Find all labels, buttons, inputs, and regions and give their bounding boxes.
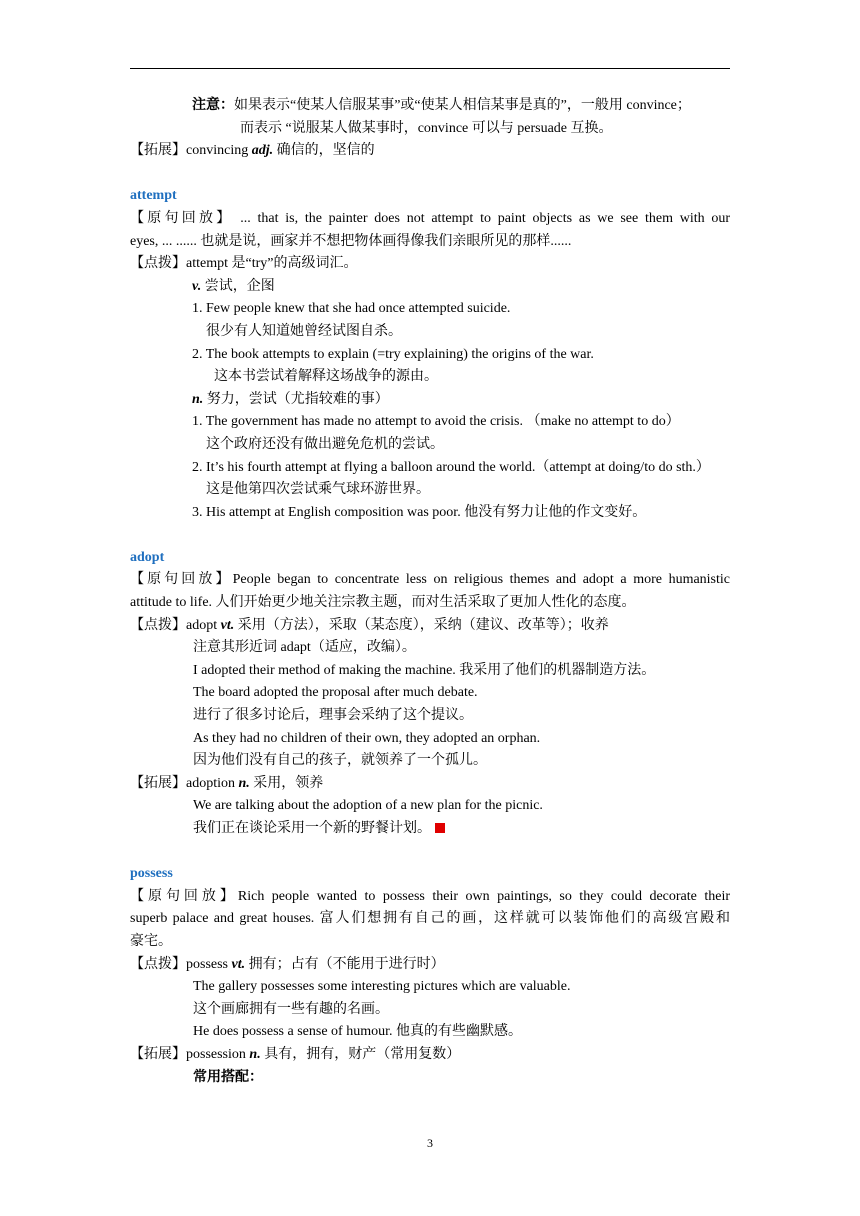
adopt-tip: 【点拨】adopt vt. 采用（方法），采取（某态度），采纳（建议、改革等）；收养 <box>130 617 609 633</box>
note-label: 注意： <box>192 98 234 113</box>
adopt-example-3-zh: 因为他们没有自己的孩子，就领养了一个孤儿。 <box>193 753 487 769</box>
adopt-extension: 【拓展】adoption n. 采用，领养 <box>130 775 324 791</box>
attempt-noun-example-2-zh: 这是他第四次尝试乘气球环游世界。 <box>206 482 430 498</box>
note-line-2: 而表示 “说服某人做某事时，convince 可以与 persuade 互换。 <box>240 120 613 136</box>
attempt-verb-example-1-zh: 很少有人知道她曾经试图自杀。 <box>206 323 402 339</box>
convince-extension: 【拓展】convincing adj. 确信的，坚信的 <box>130 143 375 159</box>
attempt-tip: 【点拨】attempt 是“try”的高级词汇。 <box>130 256 358 272</box>
possess-original-line-1: 【原句回放】Rich people wanted to possess their own paintings, so they could decorate their <box>130 888 731 904</box>
page-number: 3 <box>427 1136 433 1150</box>
headword-adopt: adopt <box>130 549 165 565</box>
attempt-noun-example-3: 3. His attempt at English composition was poor. 他没有努力让他的作文变好。 <box>192 504 647 520</box>
possess-example-1: The gallery possesses some interesting pictures which are valuable. <box>193 979 571 995</box>
adopt-example-2-zh: 进行了很多讨论后，理事会采纳了这个提议。 <box>193 708 473 724</box>
note-line-1: 注意：如果表示“使某人信服某事”或“使某人相信某事是真的”，一般用 convince； <box>192 98 691 113</box>
adopt-note: 注意其形近词 adapt（适应，改编）。 <box>193 640 416 656</box>
possess-example-2: He does possess a sense of humour. 他真的有些幽默感。 <box>193 1024 522 1040</box>
possess-extension: 【拓展】possession n. 具有，拥有，财产（常用复数） <box>130 1046 461 1062</box>
attempt-verb-sense: v. 尝试，企图 <box>192 278 275 294</box>
attempt-original-line-1: 【原句回放】 ... that is, the painter does not attempt to paint objects as we see them with our <box>130 210 731 226</box>
attempt-verb-example-2-zh: 这本书尝试着解释这场战争的源由。 <box>214 369 438 385</box>
header-rule <box>130 68 730 69</box>
adopt-extension-example: We are talking about the adoption of a new plan for the picnic. <box>193 798 543 814</box>
end-marker-icon <box>435 823 445 833</box>
attempt-noun-example-1: 1. The government has made no attempt to avoid the crisis. （make no attempt to do） <box>192 414 680 430</box>
adopt-example-1: I adopted their method of making the machine. 我采用了他们的机器制造方法。 <box>193 662 656 678</box>
attempt-verb-example-1: 1. Few people knew that she had once attempted suicide. <box>192 301 511 317</box>
adopt-original-line-2: attitude to life. 人们开始更少地关注宗教主题，而对生活采取了更加人性化的态度。 <box>130 595 636 611</box>
attempt-verb-example-2: 2. The book attempts to explain (=try explaining) the origins of the war. <box>192 346 594 362</box>
possess-tip: 【点拨】possess vt. 拥有；占有（不能用于进行时） <box>130 956 445 972</box>
headword-possess: possess <box>130 866 173 882</box>
possess-original-line-2: superb palace and great houses. 富人们想拥有自己的画，这样就可以装饰他们的高级宫殿和 <box>130 911 730 927</box>
headword-attempt: attempt <box>130 188 177 204</box>
attempt-noun-example-1-zh: 这个政府还没有做出避免危机的尝试。 <box>206 436 444 452</box>
document-page <box>130 95 730 1089</box>
possess-example-1-zh: 这个画廊拥有一些有趣的名画。 <box>193 1001 389 1017</box>
possess-collocations-label: 常用搭配： <box>193 1069 263 1085</box>
adopt-original-line-1: 【原句回放】People began to concentrate less on religious themes and adopt a more humanistic <box>130 572 730 588</box>
attempt-original-line-2: eyes, ... ...... 也就是说，画家并不想把物体画得像我们亲眼所见的那样...... <box>130 233 572 249</box>
possess-original-line-3: 豪宅。 <box>130 933 172 949</box>
adopt-example-3: As they had no children of their own, they adopted an orphan. <box>193 730 541 746</box>
attempt-noun-example-2: 2. It’s his fourth attempt at flying a balloon around the world.（attempt at doing/to do sth.） <box>192 459 710 475</box>
adopt-extension-example-zh: 我们正在谈论采用一个新的野餐计划。 <box>130 818 730 841</box>
attempt-noun-sense: n. 努力，尝试（尤指较难的事） <box>192 391 389 407</box>
adopt-example-2: The board adopted the proposal after much debate. <box>193 685 478 701</box>
